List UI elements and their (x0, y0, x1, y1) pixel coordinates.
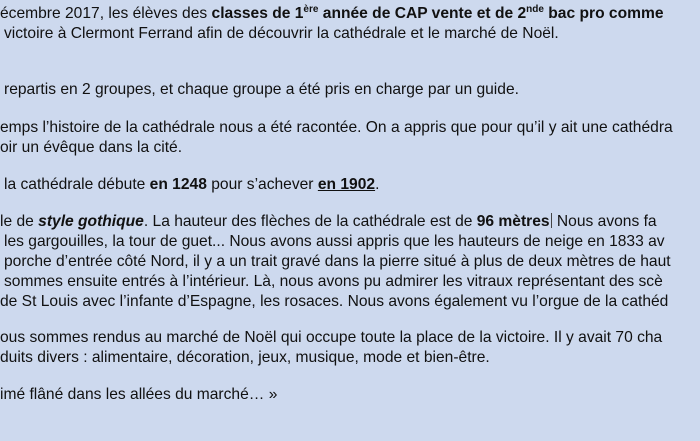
market-line-1: ous sommes rendus au marché de Noël qui occupe toute la place de la victoire. Il y avait 70 cha (0, 329, 663, 346)
gothic-line-4: sommes ensuite entrés à l’intérieur. Là, nous avons pu admirer les vitraux représentant des scè (4, 273, 663, 290)
intro-bold-classes: classes de 1 (211, 5, 304, 22)
intro-bold-cap: année de CAP vente et de 2 (318, 5, 527, 22)
paragraph-market (0, 328, 662, 368)
gothic-line-5: de St Louis avec l’infante d’Espagne, les rosaces. Nous avons également vu l’orgue de la cathéd (0, 293, 669, 310)
paragraph-closing (0, 385, 277, 405)
text-cursor (551, 213, 552, 228)
history-line-1: emps l’histoire de la cathédrale nous a été racontée. On a appris que pour qu’il y ait une cathédra (0, 119, 673, 136)
paragraph-intro (0, 4, 664, 44)
gothic-line-3: porche d’entrée côté Nord, il y a un trait gravé dans la pierre situé à plus de deux mètres de haut (4, 253, 671, 270)
dates-line: la cathédrale débute en 1248 pour s’achever en 1902. (4, 176, 380, 193)
bold-italic-style-gothique: style gothique (38, 213, 144, 230)
intro-text: écembre 2017, les élèves des (0, 5, 212, 22)
closing-line: imé flâné dans les allées du marché… » (0, 386, 278, 403)
gothic-line-2: les gargouilles, la tour de guet... Nous avons aussi appris que les hauteurs de neige en 1833 av (4, 233, 665, 250)
intro-line-2: victoire à Clermont Ferrand afin de découvrir la cathédrale et le marché de Noël. (4, 25, 559, 42)
groups-line: repartis en 2 groupes, et chaque groupe a été pris en charge par un guide. (4, 81, 519, 98)
paragraph-history (0, 118, 673, 158)
history-line-2: oir un évêque dans la cité. (0, 139, 183, 156)
intro-line-1 (0, 4, 664, 24)
bold-1248: en 1248 (149, 176, 207, 193)
superscript-ere: ère (303, 3, 319, 15)
bold-96-metres: 96 mètres (476, 213, 550, 230)
bold-underline-1902: en 1902 (317, 176, 376, 193)
paragraph-dates (0, 175, 379, 195)
intro-bold-bac: bac pro comme (543, 5, 664, 22)
market-line-2: duits divers : alimentaire, décoration, jeux, musique, mode et bien-être. (0, 349, 490, 366)
gothic-line-1: le de style gothique. La hauteur des flèches de la cathédrale est de 96 mètres Nous avons fa (0, 213, 657, 230)
paragraph-groups (0, 80, 519, 100)
superscript-nde: nde (526, 3, 544, 15)
paragraph-gothic (0, 212, 671, 312)
